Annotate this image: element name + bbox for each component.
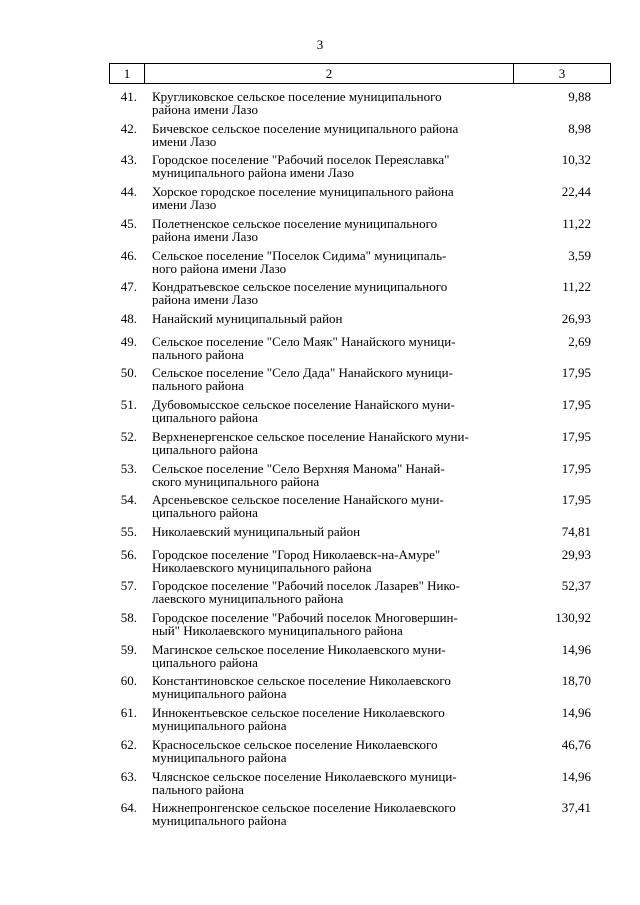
row-value: 14,96 [561,641,591,657]
row-name-line: муниципального района [152,686,287,702]
row-name-line: муниципального района [152,813,287,829]
table-row [0,799,640,831]
table-row [0,310,640,333]
row-number: 45. [120,215,137,231]
row-name-line: имени Лазо [152,197,217,213]
row-name-line: Константиновское сельское поселение Николаевского [152,673,451,689]
row-name-line: Кондратьевское сельское поселение муниципального [152,279,448,295]
row-value: 17,95 [561,365,591,381]
row-name-line: ный" Николаевского муниципального района [152,623,403,639]
row-name [152,525,512,538]
row-name-line: пального района [152,346,244,362]
row-name-line: Городское поселение "Рабочий поселок Лазарев" Нико- [152,578,460,594]
row-name-line: ского муниципального района [152,473,320,489]
table-row [0,491,640,523]
row-name [152,493,512,519]
row-name-line: Нанайский муниципальный район [152,311,343,327]
row-name-line: района имени Лазо [152,292,258,308]
row-value: 22,44 [561,184,591,200]
table-row [0,247,640,279]
table-row [0,546,640,578]
header-col-3: 3 [514,64,611,84]
table-row [0,460,640,492]
row-number: 42. [120,120,137,136]
row-number: 53. [120,460,137,476]
table-row [0,215,640,247]
row-name-line: Сельское поселение "Село Дада" Нанайского муници- [152,365,453,381]
row-name-line: Иннокентьевское сельское поселение Николаевского [152,705,445,721]
row-name [152,335,512,361]
row-number: 60. [120,673,137,689]
row-value: 74,81 [561,524,591,540]
row-number: 47. [120,279,137,295]
table-row [0,151,640,183]
row-number: 43. [120,152,137,168]
table-header [109,63,611,84]
row-name-line: Городское поселение "Рабочий поселок Многовершин- [152,610,458,626]
row-name-line: ного района имени Лазо [152,260,287,276]
row-number: 44. [120,184,137,200]
table-row [0,364,640,396]
row-name [152,122,512,148]
table-row [0,641,640,673]
row-name-line: ципального района [152,441,258,457]
table-row [0,88,640,120]
row-name-line: муниципального района [152,749,287,765]
row-name-line: муниципального района [152,718,287,734]
row-value: 130,92 [555,610,591,626]
table-row [0,183,640,215]
row-name-line: имени Лазо [152,133,217,149]
row-number: 41. [120,89,137,104]
row-name-line: Чляснское сельское поселение Николаевского муници- [152,768,457,784]
row-value: 2,69 [568,333,591,349]
row-name-line: Магинское сельское поселение Николаевского муни- [152,641,446,657]
row-number: 63. [120,768,137,784]
row-value: 11,22 [562,215,591,231]
row-name-line: Сельское поселение "Поселок Сидима" муниципаль- [152,247,447,263]
header-col-1: 1 [110,64,145,84]
row-name [152,217,512,243]
row-name-line: Городское поселение "Рабочий поселок Переяславка" [152,152,450,168]
row-name-line: Полетненское сельское поселение муниципального [152,215,438,231]
row-name-line: района имени Лазо [152,228,258,244]
row-name-line: пального района [152,781,244,797]
row-value: 14,96 [561,705,591,721]
table-row [0,577,640,609]
row-value: 3,59 [568,247,591,263]
row-name-line: Кругликовское сельское поселение муниципального [152,89,442,104]
row-number: 51. [120,397,137,413]
row-number: 62. [120,736,137,752]
row-name-line: лаевского муниципального района [152,591,344,607]
row-value: 37,41 [561,800,591,816]
row-name [152,611,512,637]
table-row [0,704,640,736]
table-row [0,736,640,768]
row-name [152,462,512,488]
row-value: 17,95 [561,397,591,413]
row-number: 46. [120,247,137,263]
row-value: 17,95 [561,460,591,476]
page-number: 3 [316,37,324,52]
row-name-line: муниципального района имени Лазо [152,165,354,181]
table-row [0,120,640,152]
table-row [0,768,640,800]
row-value: 17,95 [561,428,591,444]
row-name-line: района имени Лазо [152,102,258,117]
row-name-line: пального района [152,378,244,394]
row-name-line: Городское поселение "Город Николаевск-на-Амуре" [152,546,441,562]
row-name-line: Бичевское сельское поселение муниципального района [152,120,459,136]
row-value: 26,93 [561,311,591,327]
row-number: 57. [120,578,137,594]
row-name-line: Арсеньевское сельское поселение Нанайского муни- [152,492,444,508]
row-value: 52,37 [561,578,591,594]
table-row [0,428,640,460]
row-value: 29,93 [561,546,591,562]
row-value: 18,70 [561,673,591,689]
row-value: 11,22 [562,279,591,295]
table-row [0,333,640,365]
table-row [0,672,640,704]
row-name-line: ципального района [152,410,258,426]
row-name [152,674,512,700]
row-value: 9,88 [568,89,591,104]
row-number: 64. [120,800,137,816]
row-number: 59. [120,641,137,657]
table-row [0,278,640,310]
row-number: 48. [120,311,137,327]
row-number: 56. [120,546,137,562]
row-name-line: ципального района [152,654,258,670]
row-name [152,738,512,764]
row-name-line: Хорское городское поселение муниципального района [152,184,454,200]
row-name-line: Николаевского муниципального района [152,559,372,575]
row-number: 52. [120,428,137,444]
row-value: 17,95 [561,492,591,508]
row-number: 54. [120,492,137,508]
row-name [152,312,512,325]
row-name [152,706,512,732]
row-name-line: Красносельское сельское поселение Николаевского [152,736,438,752]
table-row [0,523,640,546]
row-value: 8,98 [568,120,591,136]
row-name [152,398,512,424]
row-name-line: Сельское поселение "Село Маяк" Нанайского муници- [152,333,456,349]
row-name [152,430,512,456]
row-name-line: Николаевский муниципальный район [152,524,361,540]
row-name-line: Верхненергенское сельское поселение Нанайского муни- [152,428,469,444]
row-number: 50. [120,365,137,381]
row-number: 55. [120,524,137,540]
row-name [152,90,512,116]
row-name [152,643,512,669]
row-number: 49. [120,333,137,349]
row-name [152,249,512,275]
row-name [152,280,512,306]
row-name [152,185,512,211]
table-row [0,396,640,428]
row-name [152,548,512,574]
row-name [152,153,512,179]
header-col-2: 2 [145,64,514,84]
table-body [0,88,640,831]
row-value: 14,96 [561,768,591,784]
row-value: 46,76 [561,736,591,752]
row-number: 58. [120,610,137,626]
row-number: 61. [120,705,137,721]
row-value: 10,32 [561,152,591,168]
table-row [0,609,640,641]
row-name [152,366,512,392]
row-name-line: Нижнепронгенское сельское поселение Николаевского [152,800,456,816]
row-name-line: ципального района [152,505,258,521]
row-name [152,770,512,796]
row-name [152,801,512,827]
row-name-line: Сельское поселение "Село Верхняя Манома" Нанай- [152,460,445,476]
row-name-line: Дубовомысское сельское поселение Нанайского муни- [152,397,455,413]
row-name [152,579,512,605]
